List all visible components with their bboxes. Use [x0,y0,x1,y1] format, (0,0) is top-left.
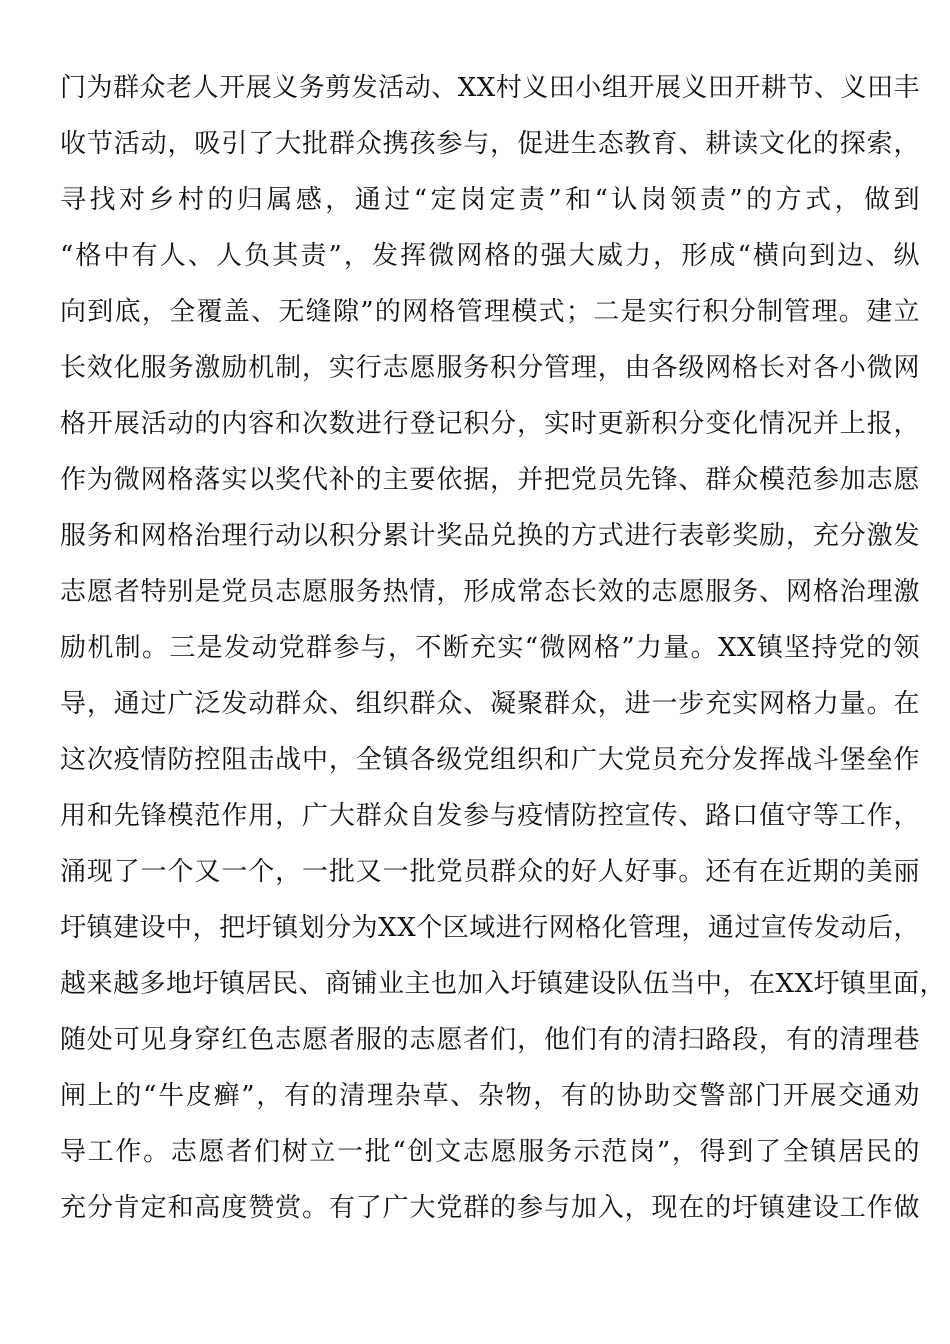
text-line: 寻找对乡村的归属感，通过“定岗定责”和“认岗领责”的方式，做到 [60,185,920,215]
text-line: 用和先锋模范作用，广大群众自发参与疫情防控宣传、路口值守等工作， [60,801,920,831]
text-line: 向到底，全覆盖、无缝隙”的网格管理模式；二是实行积分制管理。建立 [60,297,920,327]
text-line: 励机制。三是发动党群参与，不断充实“微网格”力量。XX镇坚持党的领 [60,633,920,663]
text-line: 圩镇建设中，把圩镇划分为XX个区域进行网格化管理，通过宣传发动后， [60,913,920,943]
text-line: 随处可见身穿红色志愿者服的志愿者们，他们有的清扫路段，有的清理巷 [60,1025,920,1055]
body-paragraph [60,68,947,1244]
text-line: 服务和网格治理行动以积分累计奖品兑换的方式进行表彰奖励，充分激发 [60,521,920,551]
text-line: 越来越多地圩镇居民、商铺业主也加入圩镇建设队伍当中，在XX圩镇里面， [60,969,947,999]
text-line: 这次疫情防控阻击战中，全镇各级党组织和广大党员充分发挥战斗堡垒作 [60,745,920,775]
text-line: 收节活动，吸引了大批群众携孩参与，促进生态教育、耕读文化的探索， [60,129,920,159]
text-line: 志愿者特别是党员志愿服务热情，形成常态长效的志愿服务、网格治理激 [60,577,920,607]
text-line: 闸上的“牛皮癣”，有的清理杂草、杂物，有的协助交警部门开展交通劝 [60,1081,920,1111]
text-line: 导，通过广泛发动群众、组织群众、凝聚群众，进一步充实网格力量。在 [60,689,920,719]
text-line: 长效化服务激励机制，实行志愿服务积分管理，由各级网格长对各小微网 [60,353,920,383]
text-line: 充分肯定和高度赞赏。有了广大党群的参与加入，现在的圩镇建设工作做 [60,1193,920,1223]
text-line: 导工作。志愿者们树立一批“创文志愿服务示范岗”，得到了全镇居民的 [60,1137,920,1167]
text-line: “格中有人、人负其责”，发挥微网格的强大威力，形成“横向到边、纵 [60,241,920,271]
text-line: 涌现了一个又一个，一批又一批党员群众的好人好事。还有在近期的美丽 [60,857,920,887]
text-line: 作为微网格落实以奖代补的主要依据，并把党员先锋、群众模范参加志愿 [60,465,920,495]
text-line: 格开展活动的内容和次数进行登记积分，实时更新积分变化情况并上报， [60,409,920,439]
text-line: 门为群众老人开展义务剪发活动、XX村义田小组开展义田开耕节、义田丰 [60,73,920,103]
